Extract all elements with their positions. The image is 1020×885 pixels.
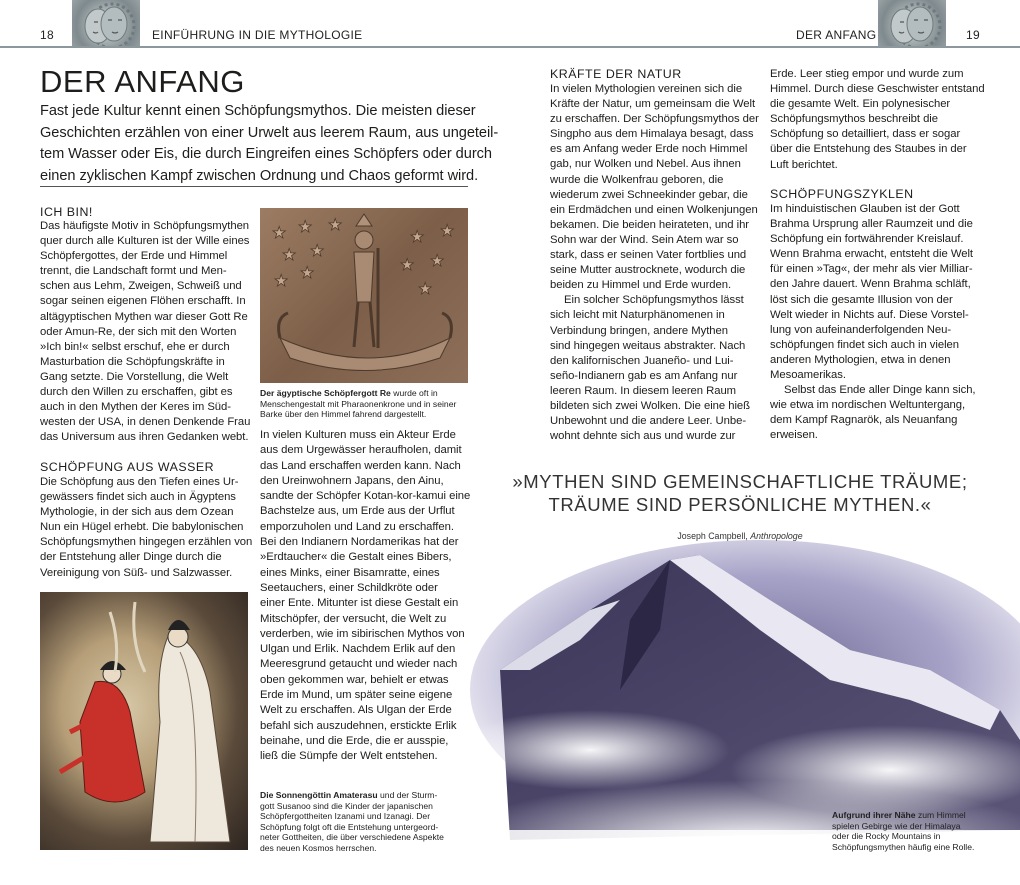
text-line: Erde. Leer stieg empor und wurde zum xyxy=(770,68,964,80)
section-body-natur xyxy=(550,82,759,444)
running-title-right: DER ANFANG xyxy=(796,28,877,42)
svg-text:★: ★ xyxy=(400,257,415,274)
text-line: bekamen. Die beiden heirateten, und ihr xyxy=(550,218,750,231)
text-line: löst sich die gesamte Illusion von der xyxy=(770,293,953,306)
caption-line: oder die Rocky Mountains in xyxy=(832,831,941,842)
text-line: oben gekommen war, behielt er etwas xyxy=(260,673,449,686)
text-line: den kalifornischen Juaneño- und Lui- xyxy=(550,354,734,367)
section-body-erdtaucher xyxy=(260,428,470,765)
text-line: wurde die Wolkenfrau geboren, die xyxy=(550,173,724,186)
text-line: der Entstehung aller Dinge durch die xyxy=(40,551,222,564)
text-line: aus dem Urgewässer heraufholen, damit xyxy=(260,444,462,457)
text-line: altägyptischen Mythen war dieser Gott Re xyxy=(40,310,248,323)
running-title-left: EINFÜHRUNG IN DIE MYTHOLOGIE xyxy=(152,28,363,42)
quote-attribution xyxy=(445,531,1020,541)
text-line: Im hinduistischen Glauben ist der Gott xyxy=(770,203,960,215)
text-line: Bei den Indianern Nordamerikas hat der xyxy=(260,536,459,549)
caption-line: Barke über den Himmel fahrend dargestellt. xyxy=(260,409,427,420)
page-number-right: 19 xyxy=(966,28,980,42)
text-line: Mythologie, in der sich aus dem Ozean xyxy=(40,506,234,519)
text-line: Unbewohnt und die andere Leer. Unbe- xyxy=(550,415,747,428)
svg-text:★: ★ xyxy=(430,253,445,270)
svg-text:★: ★ xyxy=(440,223,455,240)
svg-text:★: ★ xyxy=(298,219,313,236)
text-line: Schöpfungsmythen hingegen erzählen von xyxy=(40,536,253,549)
caption-line: neter Gottheiten, die über verschiedene Aspekte xyxy=(260,832,444,843)
svg-text:★: ★ xyxy=(310,243,325,260)
text-line: In vielen Kulturen muss ein Akteur Erde xyxy=(260,429,456,441)
svg-text:★: ★ xyxy=(272,225,287,242)
caption-line: gott Susanoo sind die Kinder der japanischen xyxy=(260,800,433,811)
text-line: TRÄUME SIND PERSÖNLICHE MYTHEN.« xyxy=(548,494,932,515)
text-line: schen aus Lehm, Zweigen, Schweiß und xyxy=(40,280,242,293)
caption-line: zum Himmel xyxy=(915,810,966,820)
text-line: trennt, die Landschaft formt und Men- xyxy=(40,265,227,278)
text-line: Das häufigste Motiv in Schöpfungsmythen xyxy=(40,220,250,232)
text-line: seño-Indianern gab es am Anfang nur xyxy=(550,369,738,382)
text-line: »Erdtaucher« die Gestalt eines Bibers, xyxy=(260,551,452,564)
text-line: die gesamte Welt. Ein polynesischer xyxy=(770,98,951,111)
header-rule xyxy=(0,46,1020,48)
text-line: Verbindung bringen, andere Mythen xyxy=(550,324,728,337)
text-line: es am Anfang weder Erde noch Himmel xyxy=(550,143,748,156)
caption-line: Menschengestalt mit Pharaonenkrone und in seiner xyxy=(260,398,457,409)
section-body-ich-bin xyxy=(40,219,250,445)
text-line: gewässers findet sich auch in Ägyptens xyxy=(40,491,236,504)
text-line: beinahe, und die Erde, die er ausspie, xyxy=(260,734,449,747)
text-line: gab, nur Wolken und Nebel. Aus ihnen xyxy=(550,158,741,171)
svg-text:★: ★ xyxy=(418,281,433,298)
text-line: Brahma Ursprung aller Raumzeit und die xyxy=(770,218,973,231)
caption-mountain-lead: Aufgrund ihrer Nähe xyxy=(832,810,916,820)
intro-divider xyxy=(40,186,468,187)
text-line: wie etwa im nordischen Weltuntergang, xyxy=(770,399,966,412)
caption-re xyxy=(260,388,456,420)
quote-author-role: Anthropologe xyxy=(750,531,803,541)
text-line: Vereinigung von Süß- und Salzwasser. xyxy=(40,566,233,579)
egyptian-relief-image xyxy=(260,208,468,383)
sun-moon-relief-icon xyxy=(878,0,946,46)
caption-amaterasu xyxy=(260,790,444,854)
quote-author: Joseph Campbell, xyxy=(677,531,751,541)
text-line: Gang setzte. Die Vorstellung, die Welt xyxy=(40,370,229,383)
text-line: Kräfte der Natur, um gemeinsam die Welt xyxy=(550,98,756,111)
text-line: Fast jede Kultur kennt einen Schöpfungsmythos. Die meisten dieser xyxy=(40,103,476,119)
text-line: für einen »Tag«, der mehr als vier Milliar- xyxy=(770,263,973,276)
section-heading-zyklen: SCHÖPFUNGSZYKLEN xyxy=(770,187,914,201)
text-line: quer durch alle Kulturen ist der Wille eines xyxy=(40,235,250,248)
text-line: ließ die Sümpfe der Welt entstehen. xyxy=(260,750,438,763)
text-line: Nun ein Hügel erhebt. Die babylonischen xyxy=(40,521,244,534)
text-line: lung von aufeinanderfolgenden Neu- xyxy=(770,323,952,336)
text-line: verderben, wie im sibirischen Mythos von xyxy=(260,627,465,640)
page-title: DER ANFANG xyxy=(40,64,245,99)
sun-moon-relief-icon xyxy=(72,0,140,46)
text-line: den Jahre dauert. Wenn Brahma schläft, xyxy=(770,278,971,291)
caption-line: und der Sturm- xyxy=(377,790,438,800)
text-line: wiederum zwei Schneekinder gebar, die xyxy=(550,188,748,201)
text-line: »MYTHEN SIND GEMEINSCHAFTLICHE TRÄUME; xyxy=(512,471,968,492)
text-line: sind hingegen weitaus abstrakter. Nach xyxy=(550,339,746,352)
text-line: einer Ente. Mitunter ist diese Gestalt ein xyxy=(260,597,459,610)
text-line: Mesoamerikas. xyxy=(770,369,846,382)
text-line: Meeresgrund getaucht und wieder nach xyxy=(260,658,458,671)
caption-line: spielen Gebirge wie der Himalaya xyxy=(832,820,961,831)
caption-line: wurde oft in xyxy=(390,388,438,398)
text-line: Wenn Brahma erwacht, entsteht die Welt xyxy=(770,248,974,261)
text-line: »Ich bin!« selbst erschuf, ehe er durch xyxy=(40,340,230,353)
section-heading-wasser: SCHÖPFUNG AUS WASSER xyxy=(40,460,215,474)
text-line: sich leicht mit Naturphänomenen in xyxy=(550,309,725,322)
text-line: auch in den Mythen der Keres im Süd- xyxy=(40,401,231,414)
text-line: das Universum aus ihren Gedanken webt. xyxy=(40,431,249,444)
amaterasu-woodcut-image xyxy=(40,592,248,850)
text-line: über die Entstehung des Staubes in der xyxy=(770,143,967,156)
text-line: westen der USA, in denen Denkende Frau xyxy=(40,416,251,429)
svg-text:★: ★ xyxy=(410,229,425,246)
intro-paragraph xyxy=(40,101,499,187)
text-line: den Ureinwohnern Japans, den Ainu, xyxy=(260,474,444,487)
text-line: leeren Raum. In diesem leeren Raum xyxy=(550,384,737,397)
text-line: Schöpfung ein fortwährender Kreislauf. xyxy=(770,233,964,246)
text-line: Luft berichtet. xyxy=(770,158,838,171)
caption-line: des neuen Kosmos herrschen. xyxy=(260,842,377,853)
text-line: dem Kampf Ragnarök, als Neuanfang xyxy=(770,414,958,427)
svg-text:★: ★ xyxy=(300,265,315,282)
text-line: Seetauchers, einer Schildkröte oder xyxy=(260,581,438,594)
text-line: Masturbation die Schöpfungskräfte in xyxy=(40,355,225,368)
text-line: befahl sich auszudehnen, erstickte Erlik xyxy=(260,719,457,732)
section-heading-ich-bin: ICH BIN! xyxy=(40,205,93,219)
page-number-left: 18 xyxy=(40,28,54,42)
text-line: stark, dass er seinen Vater fortblies und xyxy=(550,249,747,262)
text-line: Ulgan und Erlik. Nachdem Erlik auf den xyxy=(260,643,456,656)
text-line: Mitschöpfer, der versucht, die Welt zu xyxy=(260,612,447,625)
text-line: sogar seinen eigenen Flöhen erschafft. In xyxy=(40,295,246,308)
text-line: bildeten sich zwei Wolken. Die eine hieß xyxy=(550,399,750,412)
text-line: In vielen Mythologien vereinen sich die xyxy=(550,83,743,95)
text-line: Welt wieder in Nichts auf. Diese Vorstel- xyxy=(770,308,969,321)
text-line: oder Amun-Re, der sich mit den Worten xyxy=(40,325,237,338)
pull-quote xyxy=(445,470,1020,516)
text-line: einen zyklischen Kampf zwischen Ordnung und Chaos geformt wird. xyxy=(40,167,479,184)
text-line: schöpfungen findet sich auch in vielen xyxy=(770,338,960,351)
text-line: Geschichten erzählen von einer Urwelt aus leerem Raum, aus ungeteil- xyxy=(40,124,499,141)
text-line: Ein solcher Schöpfungsmythos lässt xyxy=(564,294,744,307)
text-line: Schöpfungsmythos beschreibt die xyxy=(770,113,939,126)
text-line: Erde im Mund, um später seine eigene xyxy=(260,689,453,702)
text-line: erweisen. xyxy=(770,429,818,442)
text-line: Die Schöpfung aus den Tiefen eines Ur- xyxy=(40,476,239,488)
text-line: eines Minks, einer Bisamratte, eines xyxy=(260,566,440,579)
text-line: beiden zu Himmel und Erde wurden. xyxy=(550,279,732,292)
text-line: sandte der Schöpfer Kotan-kor-kamui eine xyxy=(260,490,471,503)
caption-line: Schöpfergottheiten Izanami und Izanagi. Der xyxy=(260,811,431,822)
text-line: Schöpfung so detailliert, dass er sogar xyxy=(770,128,961,141)
text-line: zu erschaffen. Der Schöpfungsmythos der xyxy=(550,113,759,126)
text-line: Singpho aus dem Himalaya besagt, dass xyxy=(550,128,754,141)
text-line: Schöpfergottes, der Erde und Himmel xyxy=(40,250,228,263)
text-line: Himmel. Durch diese Geschwister entstand xyxy=(770,83,985,96)
section-body-natur-continued xyxy=(770,67,985,173)
text-line: Welt zu erschaffen. Als Ulgan der Erde xyxy=(260,704,452,717)
text-line: Sohn war der Wind. Sein Atem war so xyxy=(550,233,739,246)
caption-re-lead: Der ägyptische Schöpfergott Re xyxy=(260,388,391,398)
text-line: Selbst das Ende aller Dinge kann sich, xyxy=(784,384,976,397)
section-body-zyklen xyxy=(770,202,976,444)
section-body-wasser xyxy=(40,475,252,581)
caption-line: Schöpfung folgt oft die Entstehung untergeord- xyxy=(260,821,439,832)
text-line: Bachstelze aus, um Erde aus der Urflut xyxy=(260,505,455,518)
caption-line: Schöpfungsmythen häufig eine Rolle. xyxy=(832,841,975,852)
section-heading-natur: KRÄFTE DER NATUR xyxy=(550,67,682,81)
caption-amaterasu-lead: Die Sonnengöttin Amaterasu xyxy=(260,790,378,800)
text-line: anderen Mythologien, etwa in denen xyxy=(770,353,951,366)
text-line: ein Erdmädchen und einen Wolkenjungen xyxy=(550,203,758,216)
text-line: durch den Willen zu erschaffen, gibt es xyxy=(40,386,233,399)
svg-text:★: ★ xyxy=(328,217,343,234)
text-line: wohnt dehnte sich aus und wurde zur xyxy=(550,430,736,443)
text-line: das Land erschaffen werden kann. Nach xyxy=(260,459,461,472)
text-line: seine Mutter austrocknete, wodurch die xyxy=(550,264,746,277)
svg-text:★: ★ xyxy=(282,247,297,264)
svg-text:★: ★ xyxy=(274,273,289,290)
caption-mountain xyxy=(832,810,974,852)
text-line: tem Wasser oder Eis, die durch Eingreifen eines Schöpfers oder durch xyxy=(40,146,492,163)
text-line: emporzuholen und Land zu erschaffen. xyxy=(260,520,454,533)
